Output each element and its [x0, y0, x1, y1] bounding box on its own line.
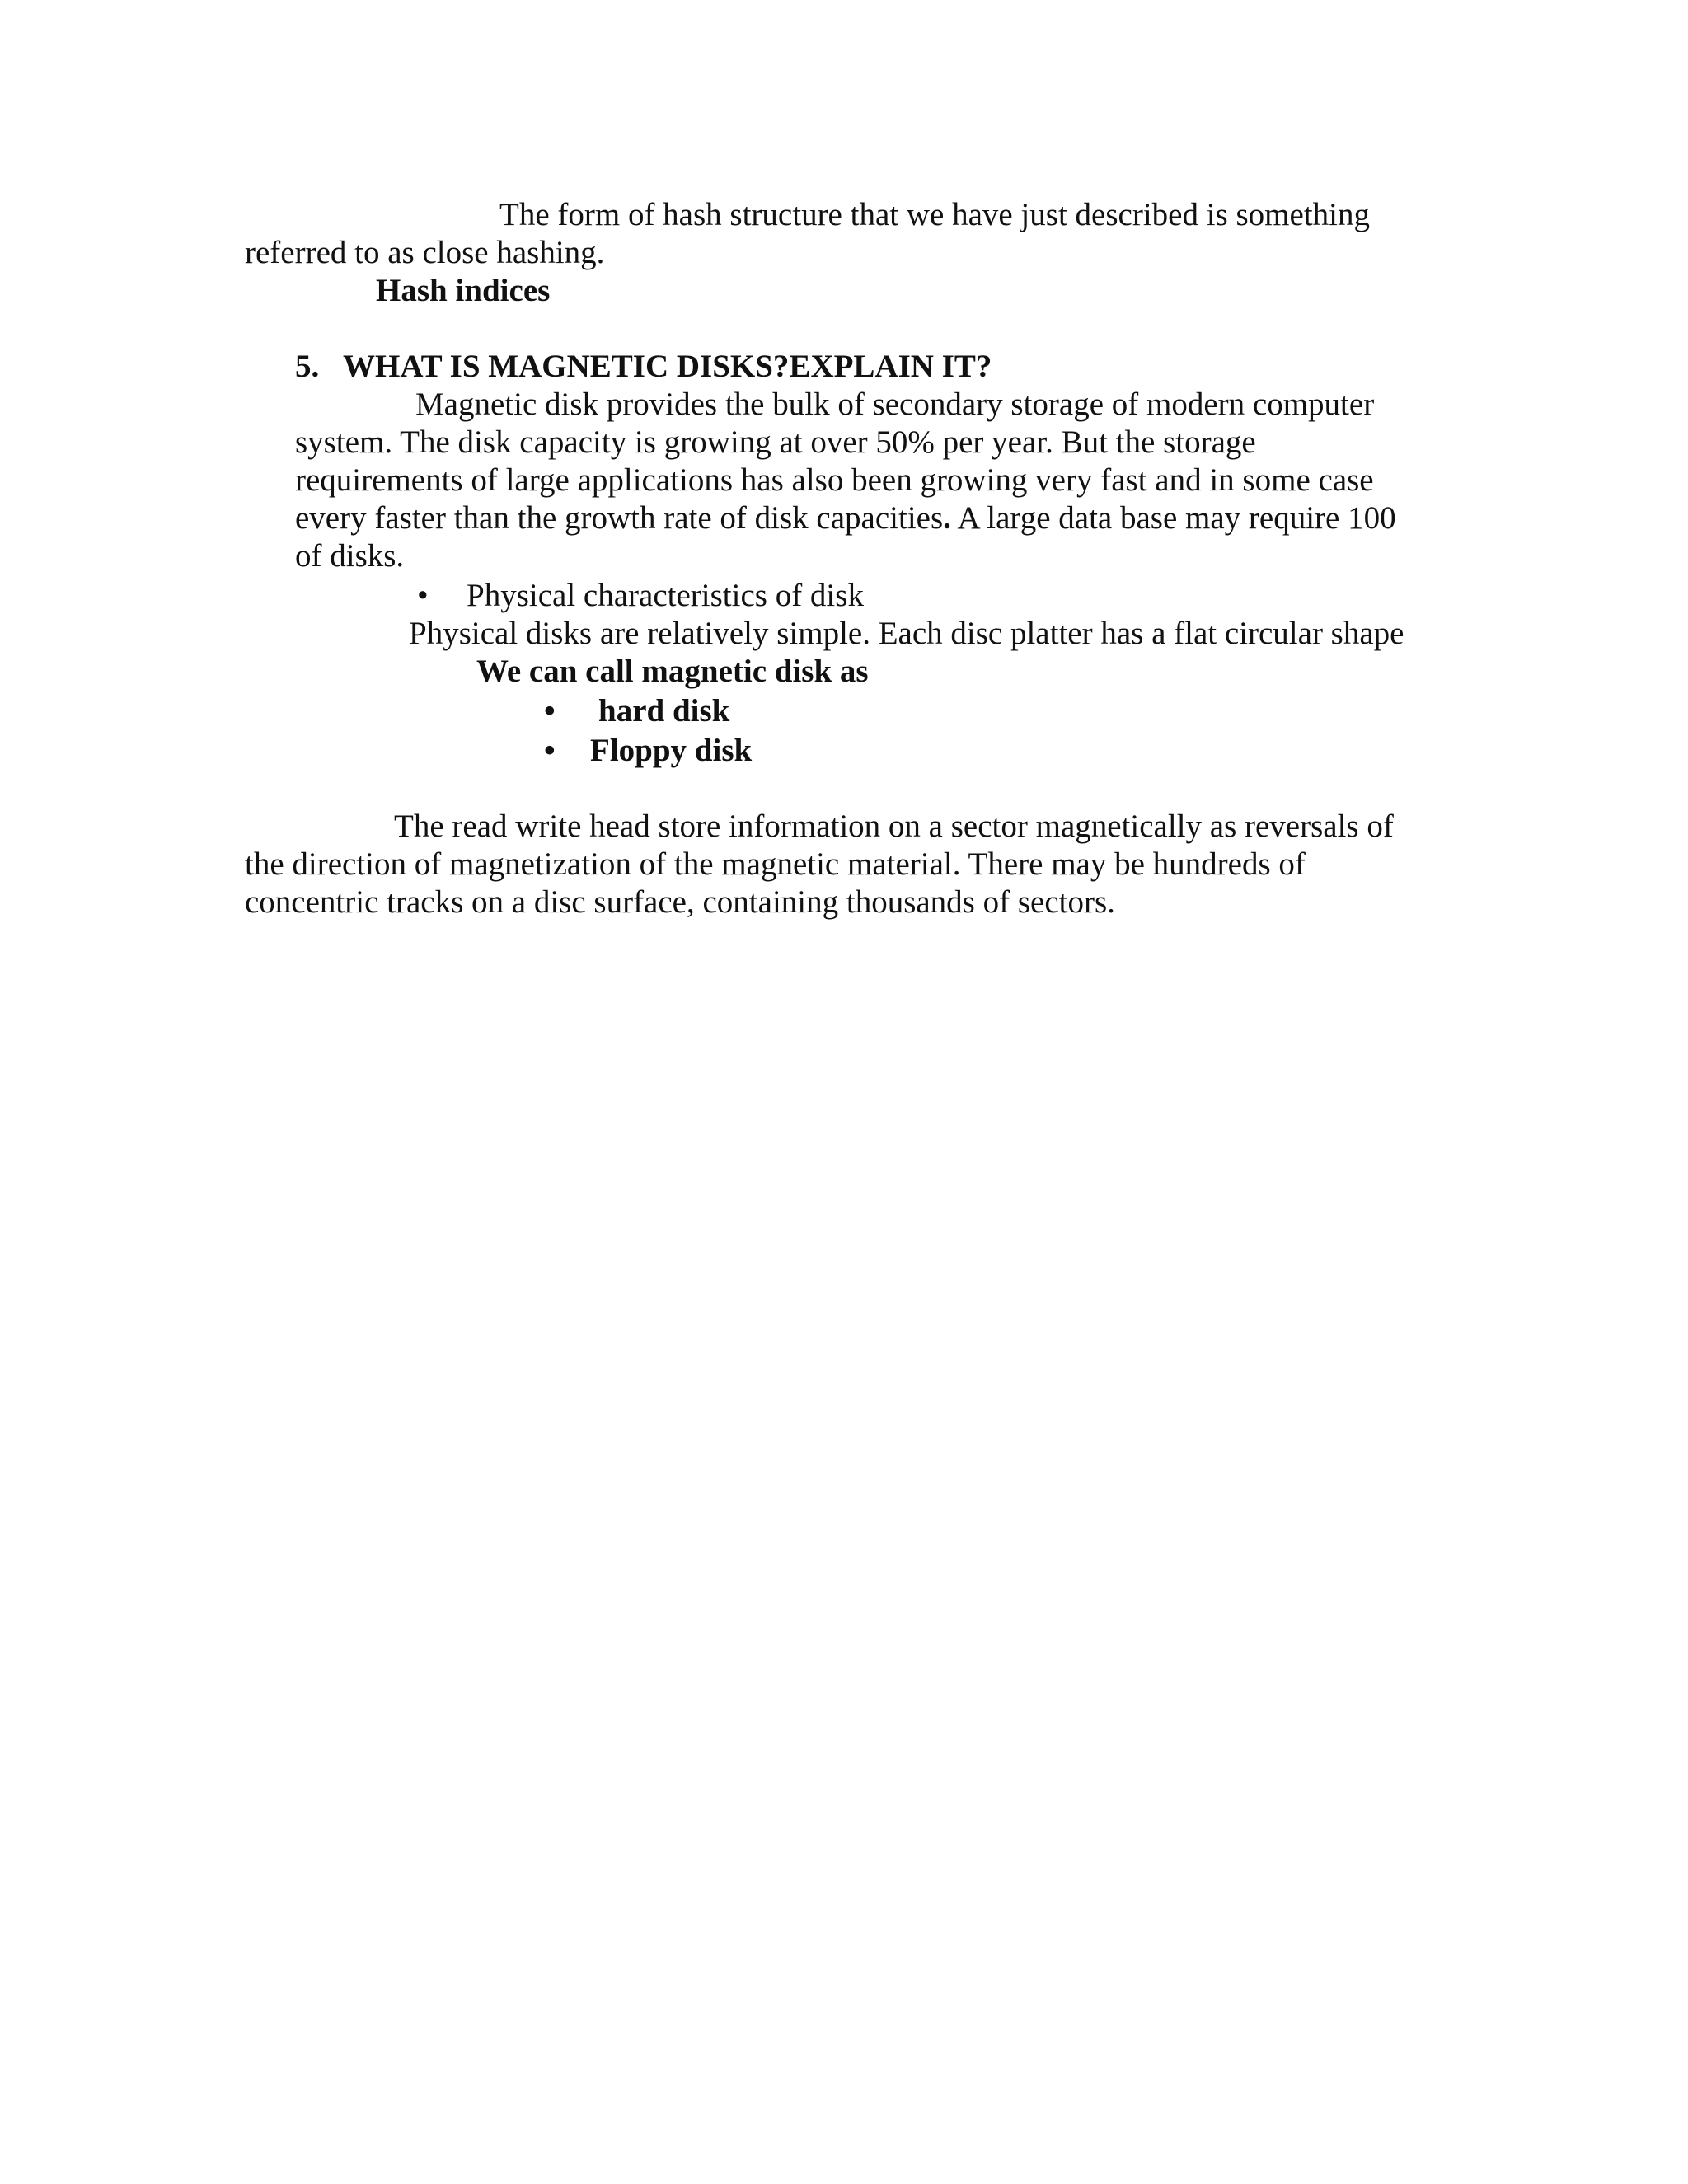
paragraph1-line-4a: every faster than the growth rate of disk capacities	[295, 500, 944, 536]
paragraph1-line-5: of disks.	[295, 538, 405, 574]
paragraph2-line-1: The read write head store information on a sector magnetically as reversals of	[394, 808, 1394, 844]
paragraph1-line-4c: A large data base may require 100	[950, 500, 1396, 536]
physical-bullet-label: Physical characteristics of disk	[467, 578, 864, 613]
hash-indices-heading: Hash indices	[376, 273, 551, 308]
question-number: 5.	[295, 349, 320, 384]
paragraph1-line-2: system. The disk capacity is growing at over 50% per year. But the storage	[295, 424, 1256, 460]
paragraph2-line-3: concentric tracks on a disc surface, containing thousands of sectors.	[245, 884, 1115, 920]
paragraph1-line-4	[295, 499, 1396, 537]
paragraph1-line-1: Magnetic disk provides the bulk of secondary storage of modern computer	[415, 387, 1375, 422]
call-as-item-floppy-disk: Floppy disk	[590, 733, 753, 768]
bullet-icon: •	[417, 578, 429, 613]
paragraph1-line-3: requirements of large applications has also been growing very fast and in some case	[295, 462, 1374, 498]
bullet-icon: •	[544, 733, 556, 768]
paragraph2-line-2: the direction of magnetization of the magnetic material. There may be hundreds of	[245, 846, 1306, 882]
paragraph1-line-4-period: .	[943, 500, 951, 536]
call-as-item-hard-disk: hard disk	[598, 693, 730, 729]
physical-description: Physical disks are relatively simple. Each disc platter has a flat circular shape	[409, 616, 1404, 651]
question-title: WHAT IS MAGNETIC DISKS?EXPLAIN IT?	[343, 349, 992, 384]
intro-line-2: referred to as close hashing.	[245, 235, 605, 270]
call-as-heading: We can call magnetic disk as	[476, 654, 869, 689]
bullet-icon: •	[544, 693, 556, 729]
intro-line-1: The form of hash structure that we have just described is something	[499, 197, 1370, 232]
